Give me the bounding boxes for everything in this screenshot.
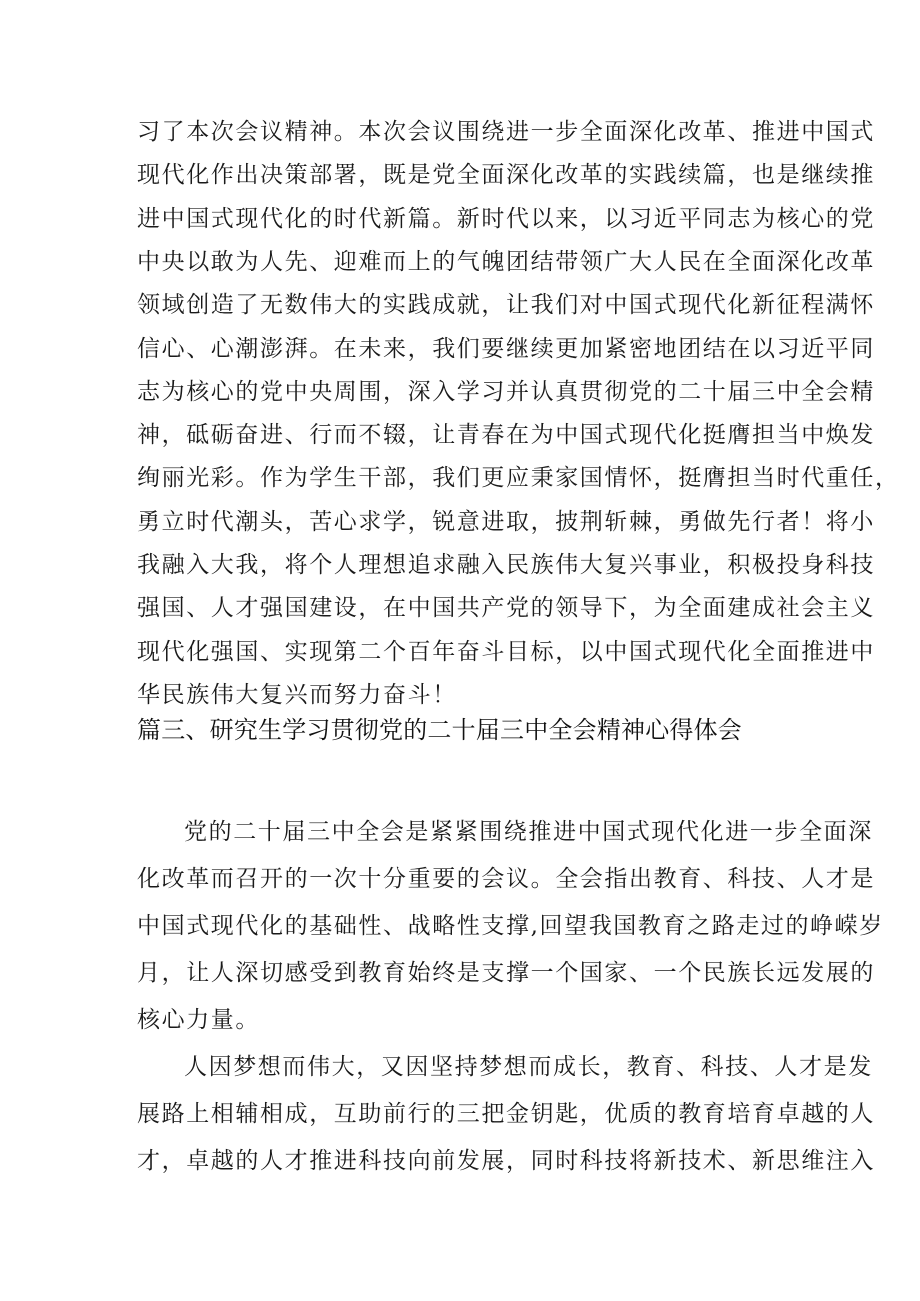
body-text-line: 人因梦想而伟大，又因坚持梦想而成长，教育、科技、人才是发 <box>184 1054 873 1080</box>
body-text-line: 才，卓越的人才推进科技向前发展，同时科技将新技术、新思维注入 <box>137 1148 875 1174</box>
body-text-line: 现代化作出决策部署，既是党全面深化改革的实践续篇，也是继续推 <box>137 162 875 188</box>
body-text-line: 核心力量。 <box>137 1007 260 1033</box>
body-text-line: 领域创造了无数伟大的实践成就，让我们对中国式现代化新征程满怀 <box>137 292 875 318</box>
body-text-line: 神，砥砺奋进、行而不辍，让青春在为中国式现代化挺膺担当中焕发 <box>137 422 875 448</box>
body-text-line: 现代化强国、实现第二个百年奋斗目标，以中国式现代化全面推进中 <box>137 639 875 665</box>
section-heading: 篇三、研究生学习贯彻党的二十届三中全会精神心得体会 <box>137 716 742 744</box>
body-text-line: 华民族伟大复兴而努力奋斗！ <box>137 682 457 708</box>
body-text-line: 化改革而召开的一次十分重要的会议。全会指出教育、科技、人才是 <box>137 866 875 892</box>
body-text-line: 信心、心潮澎湃。在未来，我们要继续更加紧密地团结在以习近平同 <box>137 336 875 362</box>
body-text-line: 月，让人深切感受到教育始终是支撑一个国家、一个民族长远发展的 <box>137 960 875 986</box>
body-text-line: 中国式现代化的基础性、战略性支撑,回望我国教育之路走过的峥嵘岁 <box>137 913 884 939</box>
body-text-line: 党的二十届三中全会是紧紧围绕推进中国式现代化进一步全面深 <box>184 819 873 845</box>
body-text-line: 强国、人才强国建设，在中国共产党的领导下，为全面建成社会主义 <box>137 595 875 621</box>
body-text-line: 中央以敢为人先、迎难而上的气魄团结带领广大人民在全面深化改革 <box>137 249 875 275</box>
body-text-line: 绚丽光彩。作为学生干部，我们更应秉家国情怀，挺膺担当时代重任， <box>137 465 900 491</box>
body-text-line: 我融入大我，将个人理想追求融入民族伟大复兴事业，积极投身科技 <box>137 552 875 578</box>
body-text-line: 志为核心的党中央周围，深入学习并认真贯彻党的二十届三中全会精 <box>137 379 875 405</box>
body-text-line: 进中国式现代化的时代新篇。新时代以来，以习近平同志为核心的党 <box>137 206 875 232</box>
body-text-line: 习了本次会议精神。本次会议围绕进一步全面深化改革、推进中国式 <box>137 119 875 145</box>
body-text-line: 展路上相辅相成，互助前行的三把金钥匙，优质的教育培育卓越的人 <box>137 1101 875 1127</box>
body-text-line: 勇立时代潮头，苦心求学，锐意进取，披荆斩棘，勇做先行者！将小 <box>137 509 875 535</box>
